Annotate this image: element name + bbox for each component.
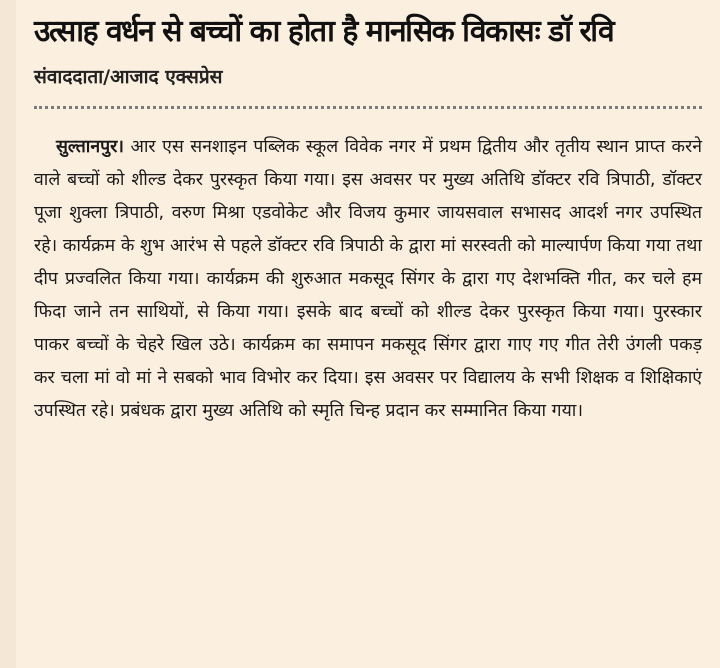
dateline: सुल्तानपुर। [56, 137, 124, 157]
article-text: आर एस सनशाइन पब्लिक स्कूल विवेक नगर में प्रथम द्वितीय और तृतीय स्थान प्राप्त करने वाले बच्चों को शील्ड देकर पुरस्कृत किया गया। इस अवसर पर मुख्य अतिथि डॉक्टर रवि त्रिपाठी, डॉक्टर पूजा शुक्ला त्रिपाठी, वरुण मिश्रा एडवोकेट और विजय कुमार जायसवाल सभासद आदर्श नगर उपस्थित रहे। कार्यक्रम के शुभ आरंभ से पहले डॉक्टर रवि त्रिपाठी के द्वारा मां सरस्वती को माल्यार्पण किया गया तथा दीप प्रज्वलित किया गया। कार्यक्रम की शुरुआत मकसूद सिंगर के द्वारा गए देशभक्ति गीत, कर चले हम फिदा जाने तन साथियों, से किया गया। इसके बाद बच्चों को शील्ड देकर पुरस्कृत किया गया। पुरस्कार पाकर बच्चों के चेहरे खिल उठे। कार्यक्रम का समापन मकसूद सिंगर द्वारा गाए गए गीत तेरी उंगली पकड़ कर चला मां वो मां ने सबको भाव विभोर कर दिया। इस अवसर पर विद्यालय के सभी शिक्षक व शिक्षिकाएं उपस्थित रहे। प्रबंधक द्वारा मुख्य अतिथि को स्मृति चिन्ह प्रदान कर सम्मानित किया गया। [34, 137, 702, 421]
article-body [34, 131, 702, 428]
headline: उत्साह वर्धन से बच्चों का होता है मानसिक विकासः डॉ रवि [34, 14, 614, 49]
byline: संवाददाता/आजाद एक्सप्रेस [34, 66, 223, 88]
dotted-divider [34, 106, 702, 109]
